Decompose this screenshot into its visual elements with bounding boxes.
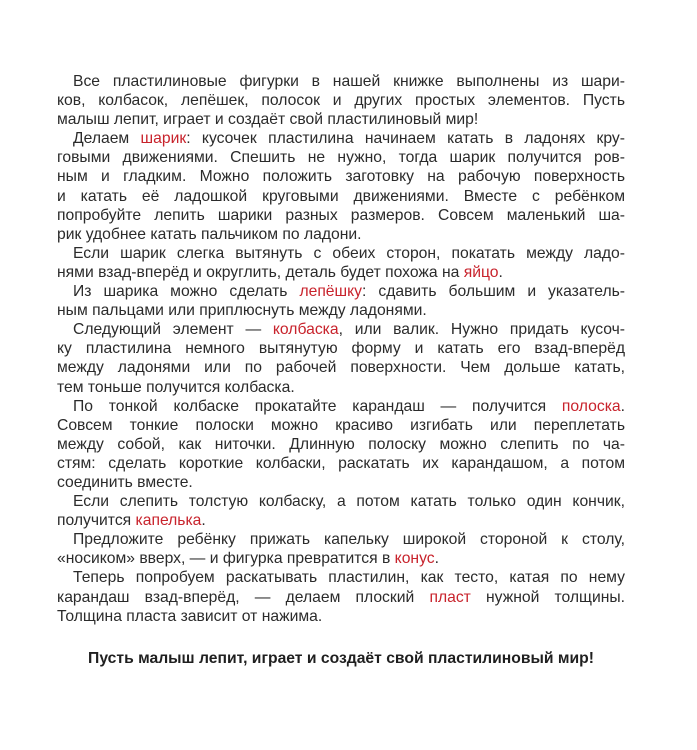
- text-segment: Следующий элемент —: [73, 321, 273, 339]
- text-line: [57, 339, 625, 358]
- text-segment: .: [434, 550, 439, 568]
- closing-slogan: Пусть малыш лепит, играет и создаёт свой пластилиновый мир!: [88, 650, 594, 667]
- text-line: [57, 110, 625, 129]
- text-segment: нужной толщины.: [470, 588, 625, 606]
- text-segment: Теперь попробуем раскатывать пластилин, как тесто, катая по нему: [73, 569, 625, 587]
- text-segment: .: [620, 397, 625, 415]
- highlighted-term: конус: [394, 550, 435, 568]
- text-line: [57, 167, 625, 186]
- text-segment: По тонкой колбаске прокатайте карандаш — получится: [73, 397, 562, 415]
- text-line: [57, 301, 625, 320]
- text-segment: : сдавить большим и указатель-: [362, 283, 625, 301]
- text-segment: Делаем: [73, 130, 141, 148]
- paragraph: [57, 320, 625, 396]
- text-segment: Толщина пласта зависит от нажима.: [57, 607, 323, 625]
- text-line: [57, 607, 625, 626]
- text-segment: : кусочек пластилина начинаем катать в ладонях кру-: [186, 130, 625, 148]
- text-segment: карандаш взад-вперёд, — делаем плоский: [57, 588, 430, 606]
- text-segment: между собой, как ниточки. Длинную полоску можно слепить по ча-: [57, 435, 625, 453]
- paragraph: [57, 397, 625, 492]
- paragraph: [57, 129, 625, 244]
- highlighted-term: лепёшку: [299, 283, 363, 301]
- highlighted-term: капелька: [135, 512, 202, 530]
- text-segment: Все пластилиновые фигурки в нашей книжке выполнены из шари-: [73, 73, 625, 90]
- paragraph: [57, 568, 625, 625]
- text-line: [57, 187, 625, 206]
- highlighted-term: полоска: [561, 397, 621, 415]
- text-line: [57, 568, 625, 587]
- text-line: [57, 588, 625, 607]
- highlighted-term: шарик: [140, 130, 187, 148]
- text-segment: попробуйте лепить шарики разных размеров. Совсем маленький ша-: [57, 206, 625, 224]
- text-line: [57, 378, 625, 397]
- highlighted-term: яйцо: [463, 263, 499, 281]
- text-segment: ку пластилина немного вытянутую форму и катать его взад-вперёд: [57, 340, 625, 358]
- highlighted-term: пласт: [429, 588, 471, 606]
- text-segment: Предложите ребёнку прижать капельку широкой стороной к столу,: [73, 531, 625, 549]
- text-line: [57, 416, 625, 435]
- text-segment: .: [498, 263, 503, 281]
- text-segment: Если шарик слегка вытянуть с обеих сторон, покатать между ладо-: [73, 244, 625, 262]
- text-line: [57, 358, 625, 377]
- text-line: [57, 435, 625, 454]
- text-line: [57, 320, 625, 339]
- text-line: [57, 473, 625, 492]
- text-line: [57, 91, 625, 110]
- text-segment: и катать её ладошкой круговыми движениями. Вместе с ребёнком: [57, 187, 625, 205]
- text-segment: рик удобнее катать пальчиком по ладони.: [57, 225, 362, 243]
- text-line: [57, 148, 625, 167]
- text-segment: говыми движениями. Спешить не нужно, тогда шарик получится ров-: [57, 149, 625, 167]
- text-line: [57, 225, 625, 244]
- text-segment: нями взад-вперёд и округлить, деталь будет похожа на: [57, 263, 464, 281]
- text-line: [57, 511, 625, 530]
- text-segment: ным и гладким. Можно положить заготовку на рабочую поверхность: [57, 168, 625, 186]
- text-segment: Из шарика можно сделать: [73, 283, 300, 301]
- text-line: [57, 282, 625, 301]
- text-segment: ным пальцами или приплюснуть между ладонями.: [57, 302, 427, 320]
- paragraph: [57, 282, 625, 320]
- text-line: [57, 129, 625, 148]
- text-line: [57, 244, 625, 263]
- text-line: [57, 530, 625, 549]
- text-segment: тем тоньше получится колбаска.: [57, 378, 295, 396]
- text-segment: получится: [57, 512, 136, 530]
- text-segment: .: [201, 512, 206, 530]
- paragraph: [57, 492, 625, 530]
- text-segment: Совсем тонкие полоски можно красиво изгибать или переплетать: [57, 416, 625, 434]
- text-line: [57, 206, 625, 225]
- paragraph: [57, 530, 625, 568]
- text-line: [57, 397, 625, 416]
- paragraph: [57, 244, 625, 282]
- text-segment: , или валик. Нужно придать кусоч-: [338, 321, 625, 339]
- text-segment: малыш лепит, играет и создаёт свой пластилиновый мир!: [57, 111, 479, 129]
- highlighted-term: колбаска: [272, 321, 339, 339]
- text-segment: стям: сделать короткие колбаски, раскатать их карандашом, а потом: [57, 454, 625, 472]
- text-segment: между ладонями или по рабочей поверхности. Чем дольше катать,: [57, 359, 625, 377]
- text-line: [57, 549, 625, 568]
- text-line: [57, 263, 625, 282]
- text-segment: «носиком» вверх, — и фигурка превратится в: [57, 550, 395, 568]
- paragraph: [57, 72, 625, 129]
- text-segment: Если слепить толстую колбаску, а потом катать только один кончик,: [73, 493, 625, 511]
- text-line: [57, 492, 625, 511]
- text-segment: ков, колбасок, лепёшек, полосок и других простых элементов. Пусть: [57, 92, 625, 110]
- body-text: [57, 72, 625, 626]
- text-line: [57, 454, 625, 473]
- text-line: [57, 72, 625, 91]
- text-segment: соединить вместе.: [57, 473, 193, 491]
